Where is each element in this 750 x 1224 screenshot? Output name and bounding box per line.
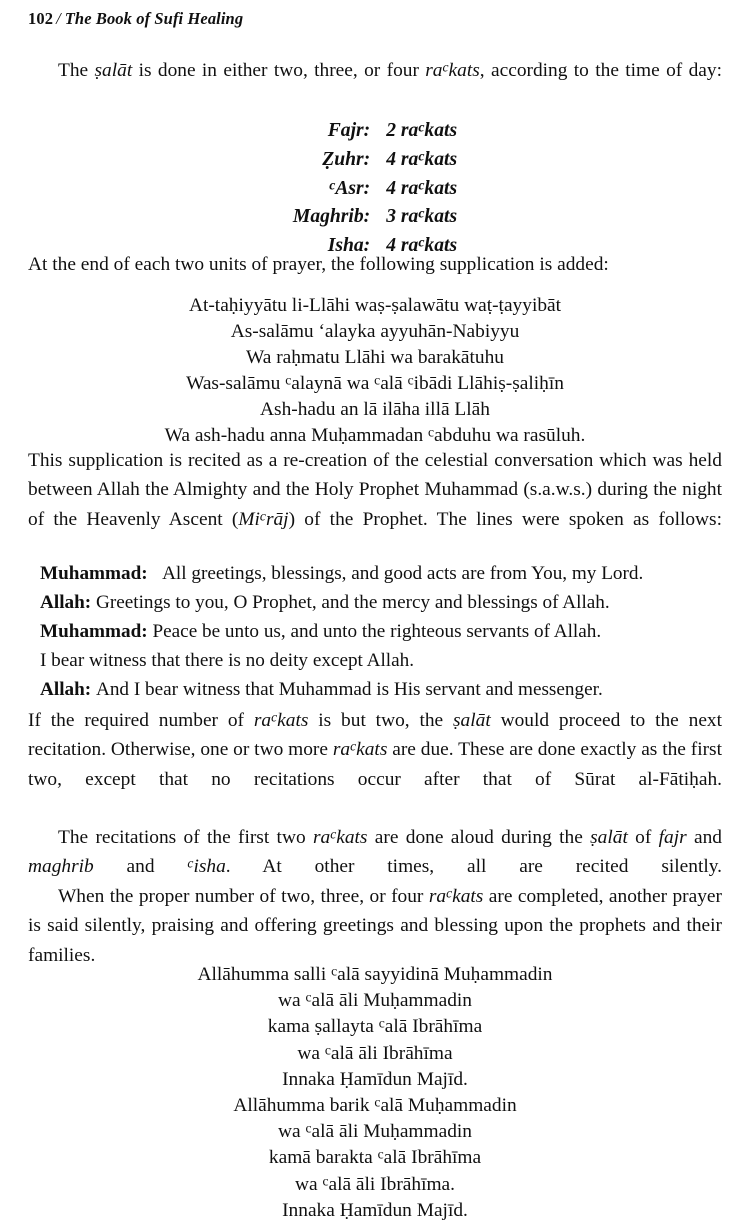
- dialogue-speaker: Allah:: [40, 592, 92, 613]
- supplication-lead-block: [28, 250, 722, 279]
- running-head: [28, 9, 243, 29]
- salawat-line: Innaka Ḥamīdun Majīd.: [282, 1199, 468, 1221]
- recitations-paragraph: The recitations of the first two $ra^ckats$ are done aloud during the ṣalāt of fajr and maghrib and $^c$isha. At other times, all are recited silently.: [28, 826, 722, 878]
- tashahhud-line: Wa ash-hadu anna Muḥammadan $^c$abduhu wa rasūluh.: [164, 425, 586, 447]
- completion-paragraph: When the proper number of two, three, or four $ra^ckats$ are completed, another prayer is said silently, praising and offering greetings and blessing upon the prophets and their families.: [28, 885, 722, 966]
- salawat-line: wa $^c$alā āli Muḥammadin: [278, 989, 472, 1012]
- dialogue-speaker: Muhammad:: [40, 563, 148, 584]
- dialogue-speaker: Muhammad:: [40, 621, 148, 642]
- tashahhud-line: Was-salāmu $^c$alaynā wa $^c$alā $^c$ibādi Llāhiṣ-ṣaliḥīn: [186, 372, 564, 395]
- salawat-line: kama ṣallayta $^c$alā Ibrāhīma: [267, 1015, 483, 1038]
- dialogue-lines: [40, 559, 726, 704]
- prayer-name-cell: Maghrib:: [292, 206, 371, 228]
- prayer-rakat-cell: 4 $ra^ckats$: [386, 148, 458, 170]
- intro-paragraph-block: [28, 56, 722, 115]
- supplication-lead-paragraph: At the end of each two units of prayer, the following supplication is added:: [28, 254, 609, 275]
- prayer-times-body: [293, 118, 457, 262]
- salawat-verse-block: [0, 962, 750, 1224]
- celestial-paragraph: This supplication is recited as a re-creation of the celestial conversation which was held between Allah the Almighty and the Holy Prophet Muhammad (s.a.w.s.) during the night of the Heavenly Ascent (Mi$^c$rāj) of the Prophet. The lines were spoken as follows:: [28, 450, 722, 530]
- tashahhud-line: Ash-hadu an lā ilāha illā Llāh: [260, 399, 490, 421]
- salawat-line: kamā barakta $^c$alā Ibrāhīma: [268, 1146, 482, 1169]
- tashahhud-line: As-salāmu ‘alayka ayyuhān-Nabiyyu: [230, 321, 520, 343]
- dialogue-line: [40, 588, 726, 617]
- prayer-rakat-cell: 2 $ra^ckats$: [386, 119, 458, 141]
- dialogue-line: [40, 559, 726, 588]
- dialogue-text: I bear witness that there is no deity except Allah.: [40, 650, 415, 671]
- tashahhud-lines: [0, 293, 750, 450]
- prayer-name-cell: $^c$Asr:: [329, 177, 371, 199]
- table-row: [293, 204, 457, 233]
- prayer-times-table: [0, 118, 750, 262]
- dialogue-text: And I bear witness that Muhammad is His servant and messenger.: [95, 679, 603, 700]
- celestial-paragraph-block: [28, 446, 722, 563]
- running-head-book-title: The Book of Sufi Healing: [64, 9, 244, 28]
- salawat-line: Allāhumma barik $^c$alā Muḥammadin: [233, 1094, 517, 1117]
- tashahhud-line: Wa raḥmatu Llāhi wa barakātuhu: [246, 347, 504, 369]
- dialogue-text: Peace be unto us, and unto the righteous servants of Allah.: [152, 621, 602, 642]
- dialogue-line: [40, 646, 726, 675]
- intro-paragraph: The ṣalāt is done in either two, three, or four $ra^ckats$, according to the time of day:: [58, 59, 722, 81]
- table-row: [293, 118, 457, 147]
- page-folio-number: 102: [28, 9, 54, 28]
- table-row: [293, 176, 457, 205]
- dialogue-text: All greetings, blessings, and good acts are from You, my Lord.: [162, 563, 644, 584]
- salawat-line: wa $^c$alā āli Muḥammadin: [278, 1120, 472, 1143]
- dialogue-speaker: Allah:: [40, 679, 92, 700]
- prayer-name-cell: Fajr:: [327, 120, 371, 141]
- dialogue-block: [40, 559, 726, 704]
- prayer-name-cell: Isha:: [327, 235, 371, 257]
- salawat-line: Allāhumma salli $^c$alā sayyidinā Muḥammadin: [197, 963, 553, 985]
- table-row: [293, 147, 457, 176]
- prayer-name-cell: Ẓuhr:: [322, 148, 371, 170]
- rakat-paragraph-block: [28, 706, 722, 823]
- tashahhud-verse-block: [0, 293, 750, 450]
- rakat-paragraph: If the required number of $ra^ckats$ is but two, the ṣalāt would proceed to the next recitation. Otherwise, one or two more $ra^ckats$ are due. These are done exactly as the first two, except that no recitations occur after that of Sūrat al-Fātiḥah.: [28, 709, 723, 790]
- dialogue-line: [40, 675, 726, 704]
- prayer-times-grid: [293, 118, 457, 262]
- dialogue-line: [40, 617, 726, 646]
- salawat-line: wa $^c$alā āli Ibrāhīma: [297, 1042, 453, 1064]
- prayer-rakat-cell: 4 $ra^ckats$: [386, 234, 458, 257]
- salawat-line: wa $^c$alā āli Ibrāhīma.: [294, 1173, 455, 1195]
- dialogue-text: Greetings to you, O Prophet, and the mercy and blessings of Allah.: [95, 592, 610, 613]
- salawat-line: Innaka Ḥamīdun Majīd.: [282, 1068, 468, 1090]
- running-head-separator: /: [56, 9, 61, 28]
- prayer-rakat-cell: 3 $ra^ckats$: [386, 205, 458, 228]
- tashahhud-line: At-taḥiyyātu li-Llāhi waṣ-ṣalawātu waṭ-ṭayyibāt: [188, 295, 562, 316]
- prayer-rakat-cell: 4 $ra^ckats$: [386, 177, 458, 199]
- salawat-lines: [0, 962, 750, 1224]
